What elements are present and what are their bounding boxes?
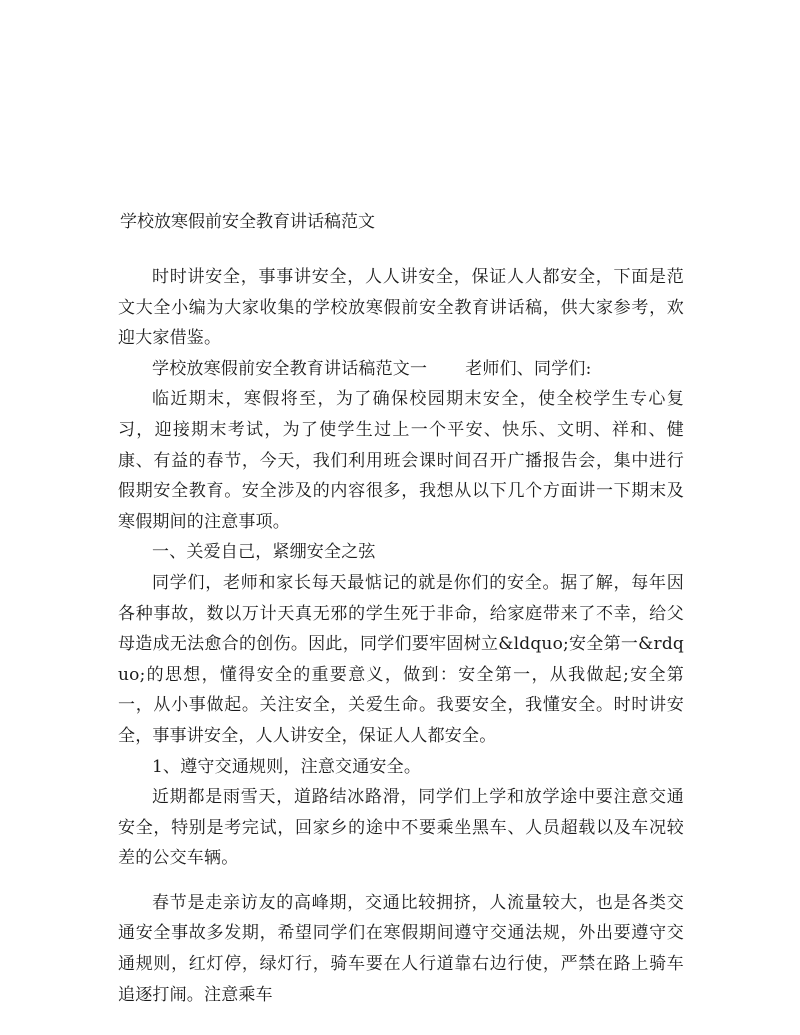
list-item-traffic: 1、遵守交通规则，注意交通安全。	[152, 756, 422, 777]
paragraph-opening: 临近期末，寒假将至，为了确保校园期末安全，使全校学生专心复习，迎接期末考试，为了使学生过上一个平安、快乐、文明、祥和、健康、有益的春节，今天，我们利用班会课时间召开广播报告会，集中进行假期安全教育。安全涉及的内容很多，我想从以下几个方面讲一下期末及寒假期间的注意事项。	[118, 389, 684, 532]
paragraph-section-one: 同学们，老师和家长每天最惦记的就是你们的安全。据了解，每年因各种事故，数以万计天真无邪的学生死于非命，给家庭带来了不幸，给父母造成无法愈合的创伤。因此，同学们要牢固树立&ldquo;安全第一&rdquo;的思想，懂得安全的重要意义，做到：安全第一，从我做起;安全第一，从小事做起。关注安全，关爱生命。我要安全，我懂安全。时时讲安全，事事讲安全，人人讲安全，保证人人都安全。	[118, 572, 684, 746]
document-body	[118, 262, 684, 1010]
paragraph-traffic-1: 近期都是雨雪天，道路结冰路滑，同学们上学和放学途中要注意交通安全，特别是考完试，回家乡的途中不要乘坐黑车、人员超载以及车况较差的公交车辆。	[118, 787, 684, 869]
paragraph-traffic-2: 春节是走亲访友的高峰期，交通比较拥挤，人流量较大，也是各类交通安全事故多发期，希望同学们在寒假期间遵守交通法规，外出要遵守交通规则，红灯停，绿灯行，骑车要在人行道靠右边行使，严禁在路上骑车追逐打闹。注意乘车	[118, 892, 684, 1005]
paragraph-intro: 时时讲安全，事事讲安全，人人讲安全，保证人人都安全，下面是范文大全小编为大家收集的学校放寒假前安全教育讲话稿，供大家参考，欢迎大家借鉴。	[118, 267, 684, 349]
greeting-text: 老师们、同学们:	[465, 358, 592, 379]
section-heading-one: 一、关爱自己，紧绷安全之弦	[152, 542, 376, 563]
paragraph-sample-heading	[118, 354, 684, 385]
sample-heading-text: 学校放寒假前安全教育讲话稿范文一	[152, 358, 428, 379]
document-title: 学校放寒假前安全教育讲话稿范文	[120, 212, 375, 232]
